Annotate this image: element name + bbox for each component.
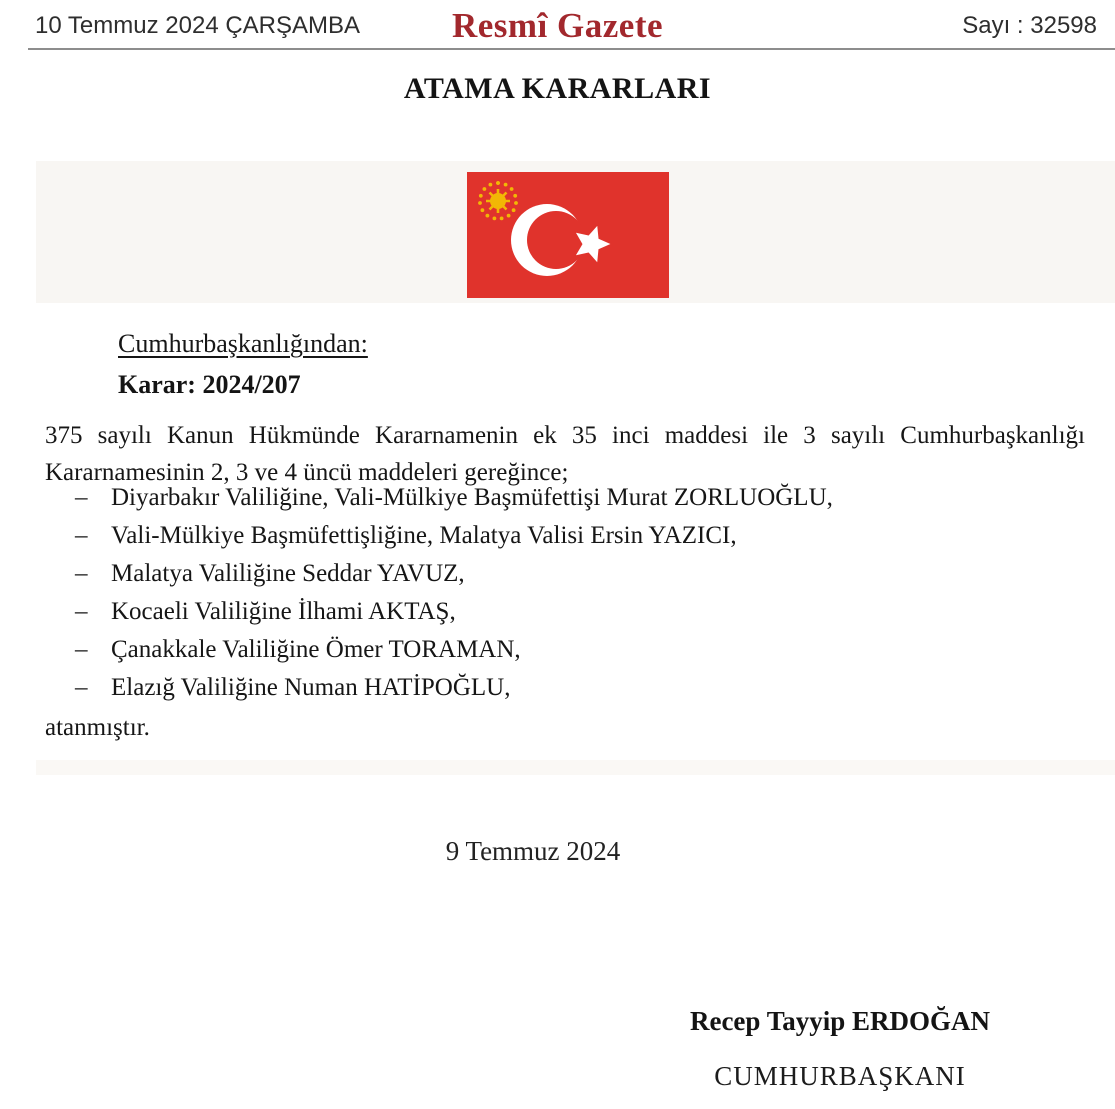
preamble-line-1: 375 sayılı Kanun Hükmünde Kararnamenin ek 35 inci maddesi ile 3 sayılı Cumhurbaşkanlığı — [45, 422, 1085, 449]
page-title: ATAMA KARARLARI — [403, 72, 712, 105]
appointment-text: Vali-Mülkiye Başmüfettişliğine, Malatya Valisi Ersin YAZICI, — [111, 522, 737, 549]
list-item — [75, 674, 1075, 712]
list-item — [75, 560, 1075, 598]
decree-preamble — [45, 417, 1085, 491]
list-dash-marker: – — [75, 484, 88, 511]
list-item — [75, 522, 1075, 560]
appointment-text: Elazığ Valiliğine Numan HATİPOĞLU, — [111, 674, 511, 701]
appointment-list — [75, 484, 1075, 712]
gazette-date: 10 Temmuz 2024 ÇARŞAMBA — [35, 12, 361, 39]
appointment-text: Malatya Valiliğine Seddar YAVUZ, — [111, 560, 465, 587]
list-dash-marker: – — [75, 636, 88, 663]
signature-block — [565, 1006, 1115, 1092]
list-item — [75, 484, 1075, 522]
list-item — [75, 636, 1075, 674]
list-dash-marker: – — [75, 522, 88, 549]
gazette-masthead: Resmî Gazete — [451, 6, 664, 45]
list-dash-marker: – — [75, 674, 88, 701]
list-dash-marker: – — [75, 598, 88, 625]
signatory-title: CUMHURBAŞKANI — [714, 1061, 966, 1091]
gazette-issue-number: Sayı : 32598 — [962, 12, 1097, 39]
issuing-authority: Cumhurbaşkanlığından: — [118, 329, 368, 358]
header-divider — [28, 48, 1115, 50]
signatory-name: Recep Tayyip ERDOĞAN — [689, 1006, 991, 1036]
decree-closing: atanmıştır. — [45, 714, 150, 741]
appointment-text: Kocaeli Valiliğine İlhami AKTAŞ, — [111, 598, 456, 625]
list-dash-marker: – — [75, 560, 88, 587]
decision-date: 9 Temmuz 2024 — [445, 836, 621, 866]
flag-image — [467, 172, 669, 298]
preamble-line-2: Kararnamesinin 2, 3 ve 4 üncü maddeleri gereğince; — [45, 459, 569, 486]
decree-number: Karar: 2024/207 — [118, 370, 301, 399]
appointment-text: Diyarbakır Valiliğine, Vali-Mülkiye Başmüfettişi Murat ZORLUOĞLU, — [111, 484, 833, 511]
scan-band-bottom — [36, 760, 1115, 775]
turkish-presidential-flag — [467, 172, 669, 298]
appointment-text: Çanakkale Valiliğine Ömer TORAMAN, — [111, 636, 521, 663]
list-item — [75, 598, 1075, 636]
